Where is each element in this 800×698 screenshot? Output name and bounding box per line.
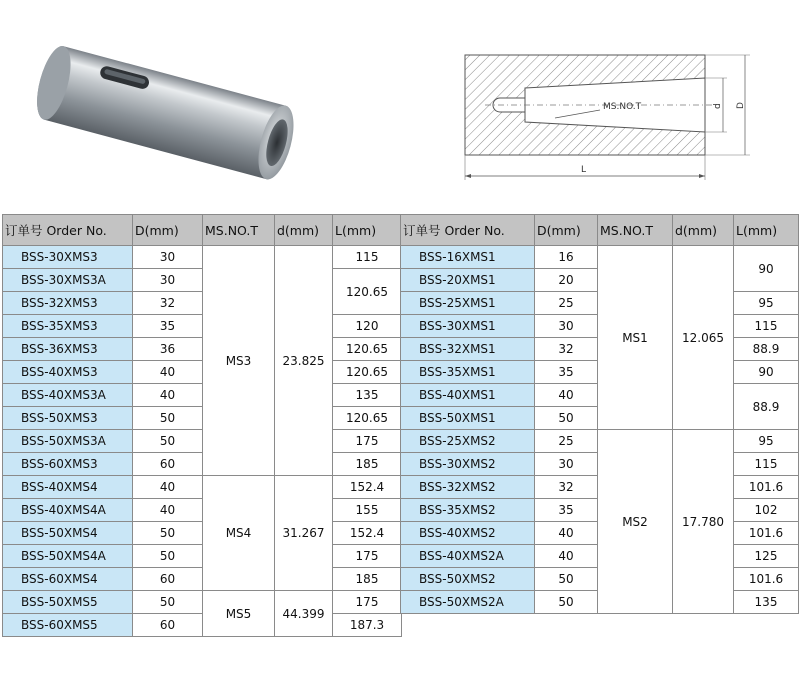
order-no-cell: BSS-50XMS5 — [3, 591, 133, 614]
length-cell: 187.3 — [333, 614, 402, 637]
length-cell: 152.4 — [333, 522, 402, 545]
order-no-cell: BSS-25XMS1 — [401, 292, 535, 315]
length-cell: 88.9 — [734, 384, 799, 430]
length-cell: 135 — [734, 591, 799, 614]
length-cell: 152.4 — [333, 476, 402, 499]
table-row — [3, 246, 402, 269]
outer-diameter-cell: 50 — [133, 545, 203, 568]
spec-table-right — [400, 214, 799, 614]
spec-table-left — [2, 214, 402, 637]
order-no-cell: BSS-50XMS2 — [401, 568, 535, 591]
outer-diameter-cell: 30 — [535, 315, 598, 338]
header-length: L(mm) — [333, 215, 402, 246]
outer-diameter-cell: 50 — [535, 568, 598, 591]
inner-diameter-cell: 17.780 — [673, 430, 734, 614]
header-d-mm-outer: D(mm) — [133, 215, 203, 246]
table-row — [401, 430, 799, 453]
order-no-cell: BSS-40XMS1 — [401, 384, 535, 407]
length-cell: 120.65 — [333, 407, 402, 430]
order-no-cell: BSS-50XMS3A — [3, 430, 133, 453]
length-cell: 120.65 — [333, 269, 402, 315]
order-no-cell: BSS-32XMS3 — [3, 292, 133, 315]
table-header-row — [401, 215, 799, 246]
length-cell: 175 — [333, 545, 402, 568]
outer-diameter-cell: 50 — [535, 407, 598, 430]
table-row — [3, 591, 402, 614]
outer-diameter-cell: 50 — [133, 407, 203, 430]
length-cell: 115 — [734, 453, 799, 476]
product-photo-sleeve — [30, 38, 310, 188]
table-row — [3, 384, 402, 407]
technical-drawing — [455, 40, 775, 190]
outer-diameter-cell: 35 — [535, 499, 598, 522]
order-no-cell: BSS-60XMS5 — [3, 614, 133, 637]
outer-diameter-cell: 50 — [133, 430, 203, 453]
table-row — [3, 407, 402, 430]
outer-diameter-cell: 35 — [133, 315, 203, 338]
order-no-cell: BSS-16XMS1 — [401, 246, 535, 269]
length-cell: 185 — [333, 453, 402, 476]
drawing-label-ms: MS.NO.T — [603, 102, 642, 112]
length-cell: 120.65 — [333, 338, 402, 361]
header-d-mm-inner: d(mm) — [275, 215, 333, 246]
length-cell: 120 — [333, 315, 402, 338]
table-row — [3, 453, 402, 476]
outer-diameter-cell: 30 — [535, 453, 598, 476]
length-cell: 115 — [333, 246, 402, 269]
length-cell: 185 — [333, 568, 402, 591]
order-no-cell: BSS-60XMS4 — [3, 568, 133, 591]
order-no-cell: BSS-30XMS3A — [3, 269, 133, 292]
outer-diameter-cell: 40 — [535, 545, 598, 568]
outer-diameter-cell: 40 — [535, 384, 598, 407]
order-no-cell: BSS-32XMS2 — [401, 476, 535, 499]
length-cell: 101.6 — [734, 522, 799, 545]
header-d-mm-inner: d(mm) — [673, 215, 734, 246]
length-cell: 155 — [333, 499, 402, 522]
outer-diameter-cell: 40 — [133, 384, 203, 407]
outer-diameter-cell: 35 — [535, 361, 598, 384]
order-no-cell: BSS-50XMS4 — [3, 522, 133, 545]
ms-taper-cell: MS5 — [203, 591, 275, 637]
outer-diameter-cell: 32 — [535, 338, 598, 361]
outer-diameter-cell: 25 — [535, 430, 598, 453]
outer-diameter-cell: 20 — [535, 269, 598, 292]
order-no-cell: BSS-40XMS2 — [401, 522, 535, 545]
outer-diameter-cell: 36 — [133, 338, 203, 361]
outer-diameter-cell: 25 — [535, 292, 598, 315]
ms-taper-cell: MS3 — [203, 246, 275, 476]
outer-diameter-cell: 40 — [133, 499, 203, 522]
table-row — [3, 545, 402, 568]
order-no-cell: BSS-50XMS4A — [3, 545, 133, 568]
table-row — [3, 430, 402, 453]
order-no-cell: BSS-40XMS4 — [3, 476, 133, 499]
order-no-cell: BSS-40XMS3 — [3, 361, 133, 384]
table-row — [3, 361, 402, 384]
length-cell: 88.9 — [734, 338, 799, 361]
length-cell: 95 — [734, 430, 799, 453]
order-no-cell: BSS-35XMS2 — [401, 499, 535, 522]
outer-diameter-cell: 60 — [133, 453, 203, 476]
length-cell: 115 — [734, 315, 799, 338]
outer-diameter-cell: 40 — [133, 476, 203, 499]
table-header-row — [3, 215, 402, 246]
header-ms-no: MS.NO.T — [598, 215, 673, 246]
header-d-mm-outer: D(mm) — [535, 215, 598, 246]
inner-diameter-cell: 12.065 — [673, 246, 734, 430]
length-cell: 90 — [734, 361, 799, 384]
drawing-label-d: d — [713, 103, 723, 109]
length-cell: 95 — [734, 292, 799, 315]
table-row — [3, 476, 402, 499]
order-no-cell: BSS-60XMS3 — [3, 453, 133, 476]
length-cell: 175 — [333, 430, 402, 453]
drawing-label-big-d: D — [736, 102, 746, 109]
order-no-cell: BSS-30XMS1 — [401, 315, 535, 338]
order-no-cell: BSS-50XMS3 — [3, 407, 133, 430]
order-no-cell: BSS-30XMS3 — [3, 246, 133, 269]
order-no-cell: BSS-35XMS3 — [3, 315, 133, 338]
length-cell: 90 — [734, 246, 799, 292]
length-cell: 102 — [734, 499, 799, 522]
length-cell: 175 — [333, 591, 402, 614]
table-row — [3, 338, 402, 361]
inner-diameter-cell: 44.399 — [275, 591, 333, 637]
outer-diameter-cell: 30 — [133, 246, 203, 269]
order-no-cell: BSS-40XMS4A — [3, 499, 133, 522]
length-cell: 125 — [734, 545, 799, 568]
drawing-label-l: L — [581, 165, 587, 175]
length-cell: 101.6 — [734, 476, 799, 499]
order-no-cell: BSS-32XMS1 — [401, 338, 535, 361]
order-no-cell: BSS-20XMS1 — [401, 269, 535, 292]
order-no-cell: BSS-36XMS3 — [3, 338, 133, 361]
header-length: L(mm) — [734, 215, 799, 246]
table-row — [3, 269, 402, 292]
length-cell: 101.6 — [734, 568, 799, 591]
outer-diameter-cell: 30 — [133, 269, 203, 292]
outer-diameter-cell: 50 — [535, 591, 598, 614]
table-row — [3, 499, 402, 522]
outer-diameter-cell: 32 — [133, 292, 203, 315]
outer-diameter-cell: 32 — [535, 476, 598, 499]
header-ms-no: MS.NO.T — [203, 215, 275, 246]
outer-diameter-cell: 40 — [535, 522, 598, 545]
order-no-cell: BSS-25XMS2 — [401, 430, 535, 453]
outer-diameter-cell: 40 — [133, 361, 203, 384]
ms-taper-cell: MS1 — [598, 246, 673, 430]
order-no-cell: BSS-50XMS1 — [401, 407, 535, 430]
order-no-cell: BSS-40XMS2A — [401, 545, 535, 568]
inner-diameter-cell: 23.825 — [275, 246, 333, 476]
table-row — [401, 246, 799, 269]
ms-taper-cell: MS2 — [598, 430, 673, 614]
outer-diameter-cell: 60 — [133, 614, 203, 637]
outer-diameter-cell: 50 — [133, 591, 203, 614]
outer-diameter-cell: 50 — [133, 522, 203, 545]
ms-taper-cell: MS4 — [203, 476, 275, 591]
table-row — [3, 522, 402, 545]
header-order-no: 订单号 Order No. — [3, 215, 133, 246]
length-cell: 135 — [333, 384, 402, 407]
order-no-cell: BSS-40XMS3A — [3, 384, 133, 407]
header-order-no: 订单号 Order No. — [401, 215, 535, 246]
inner-diameter-cell: 31.267 — [275, 476, 333, 591]
length-cell: 120.65 — [333, 361, 402, 384]
table-row — [3, 315, 402, 338]
outer-diameter-cell: 16 — [535, 246, 598, 269]
table-row — [3, 614, 402, 637]
order-no-cell: BSS-50XMS2A — [401, 591, 535, 614]
order-no-cell: BSS-30XMS2 — [401, 453, 535, 476]
order-no-cell: BSS-35XMS1 — [401, 361, 535, 384]
outer-diameter-cell: 60 — [133, 568, 203, 591]
table-row — [3, 568, 402, 591]
